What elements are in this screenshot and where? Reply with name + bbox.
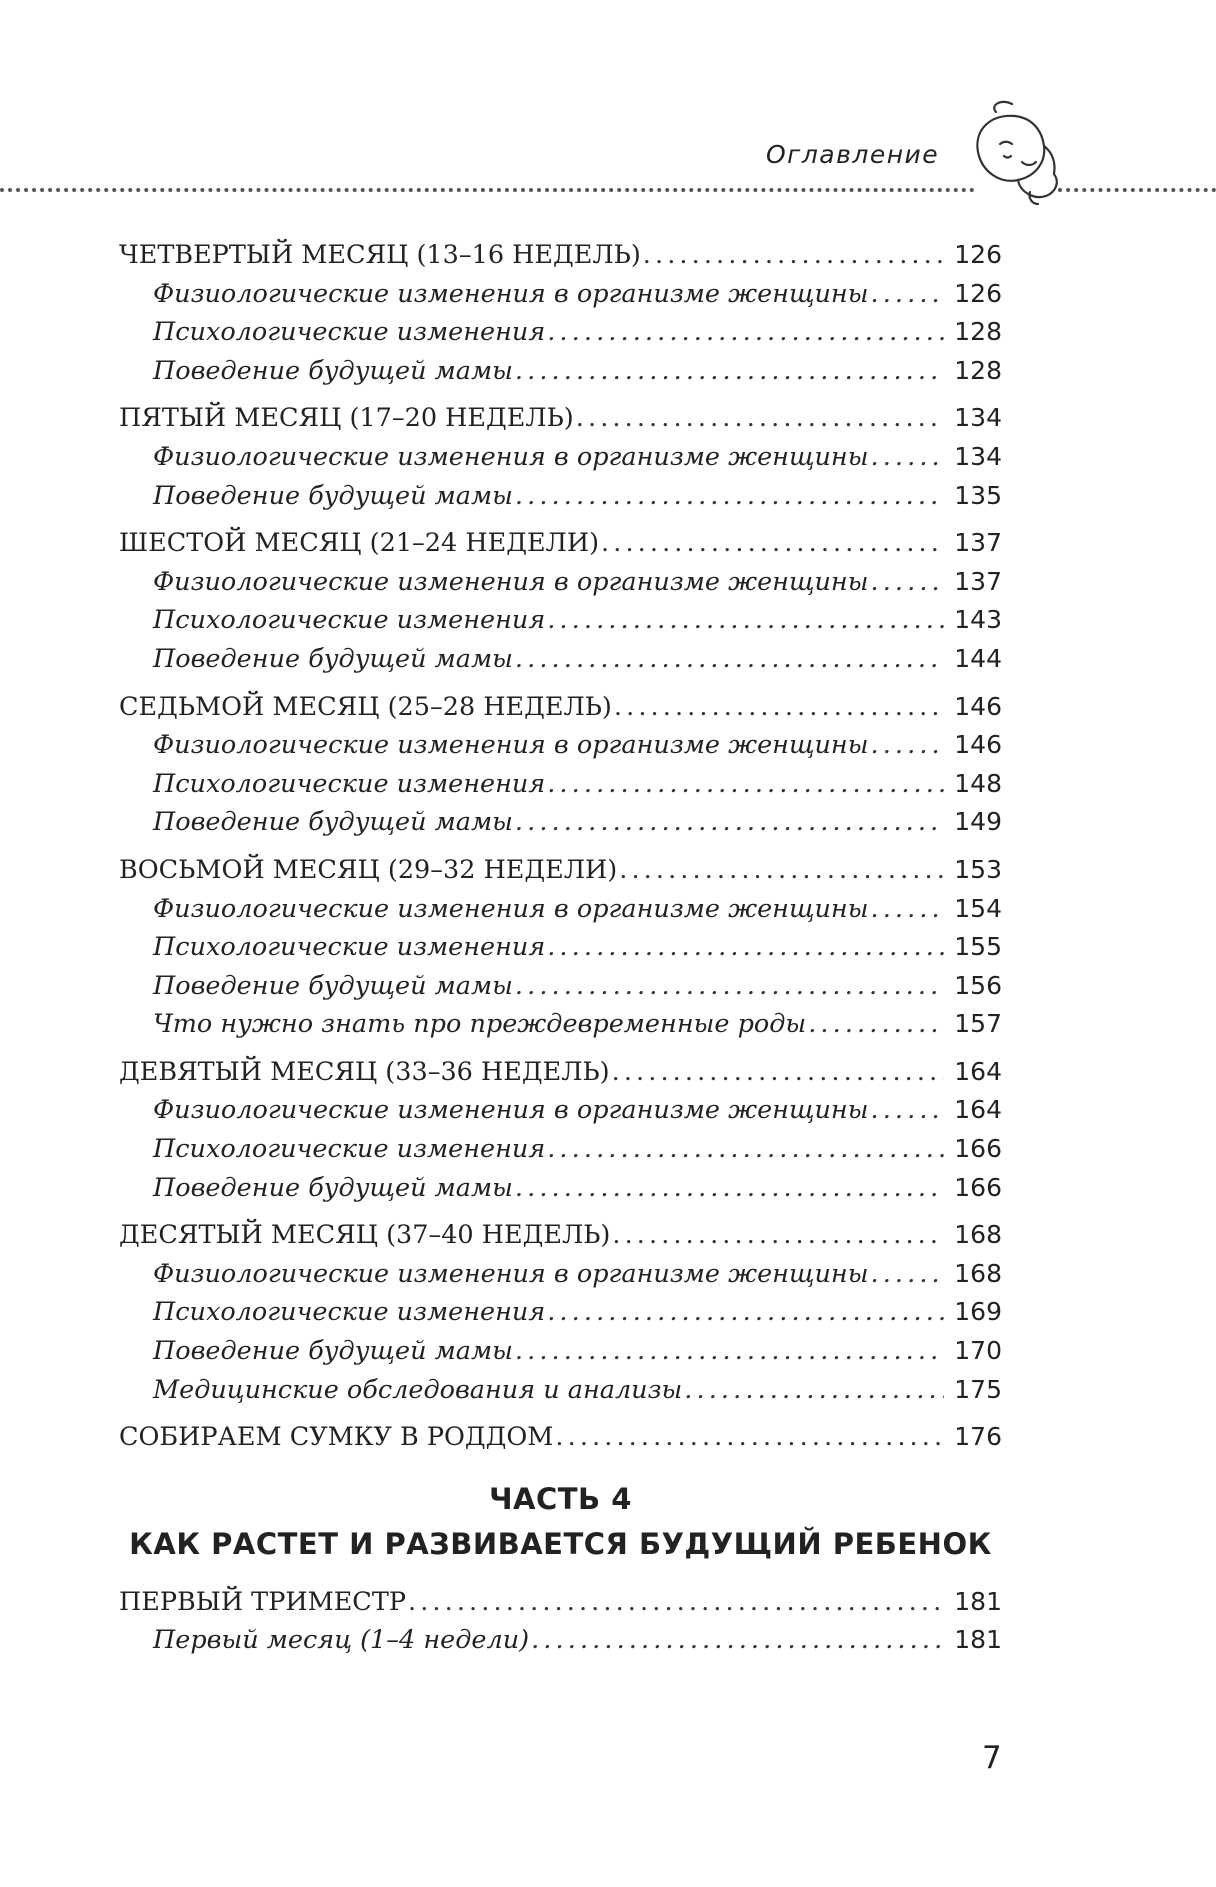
toc-entry-page: 156	[954, 970, 1002, 1000]
toc-subentry	[119, 1130, 1002, 1169]
toc-entry-page: 169	[954, 1297, 1002, 1327]
toc-entry-page: 148	[954, 768, 1002, 798]
toc-entry-page: 153	[954, 854, 1002, 884]
toc-entry	[119, 236, 1002, 275]
dot-leader	[547, 1293, 944, 1332]
toc-subentry	[119, 765, 1002, 804]
part-title: КАК РАСТЕТ И РАЗВИВАЕТСЯ БУДУЩИЙ РЕБЕНОК	[129, 1526, 992, 1561]
dot-leader	[515, 1332, 944, 1371]
toc-subentry	[119, 1332, 1002, 1371]
toc-entry-page: 168	[954, 1258, 1002, 1288]
toc-entry-page: 137	[954, 528, 1002, 558]
toc-entry	[119, 851, 1002, 890]
dot-leader	[408, 1583, 944, 1622]
header-title: Оглавление	[766, 140, 940, 169]
toc-entry-title: СОБИРАЕМ СУМКУ В РОДДОМ	[119, 1422, 554, 1453]
toc-entry-page: 134	[954, 441, 1002, 471]
toc-subentry	[119, 1371, 1002, 1410]
toc-section	[119, 851, 1002, 1044]
toc-entry	[119, 1053, 1002, 1092]
toc-entry-title: ПЕРВЫЙ ТРИМЕСТР	[119, 1586, 406, 1617]
toc-top-sections	[119, 236, 1002, 1457]
dot-leader	[547, 313, 944, 352]
dot-leader	[531, 1621, 944, 1660]
toc-subentry	[119, 313, 1002, 352]
toc-subentry	[119, 275, 1002, 314]
toc-entry-page: 166	[954, 1172, 1002, 1202]
toc-entry-page: 176	[954, 1422, 1002, 1452]
toc-section	[119, 1053, 1002, 1207]
header-dotted-rule-left	[0, 188, 975, 192]
dot-leader	[555, 1418, 944, 1457]
toc-section	[119, 1216, 1002, 1409]
toc-entry-page: 168	[954, 1220, 1002, 1250]
toc-entry-page: 146	[954, 691, 1002, 721]
toc-entry-title: ПЯТЫЙ МЕСЯЦ (17–20 НЕДЕЛЬ)	[119, 403, 574, 434]
dot-leader	[515, 1169, 944, 1208]
toc-entry	[119, 1418, 1002, 1457]
dot-leader	[515, 803, 944, 842]
toc-subentry	[119, 726, 1002, 765]
dot-leader	[547, 928, 944, 967]
toc-entry-title: Физиологические изменения в организме женщины	[153, 441, 869, 472]
dot-leader	[643, 236, 944, 275]
toc-subentry	[119, 1091, 1002, 1130]
toc-entry-page: 155	[954, 932, 1002, 962]
dot-leader	[870, 726, 944, 765]
toc-subentry	[119, 1621, 1002, 1660]
toc-entry-page: 128	[954, 355, 1002, 385]
toc-subentry	[119, 1293, 1002, 1332]
toc-entry-page: 149	[954, 807, 1002, 837]
toc-entry-title: Физиологические изменения в организме женщины	[153, 730, 869, 761]
toc-entry-page: 181	[954, 1625, 1002, 1655]
toc-bottom-sections	[119, 1583, 1002, 1660]
dot-leader	[576, 399, 944, 438]
toc-entry-title: Психологические изменения	[153, 768, 546, 799]
toc-section	[119, 524, 1002, 678]
dot-leader	[870, 1091, 944, 1130]
dot-leader	[612, 1053, 944, 1092]
toc-entry-title: Психологические изменения	[153, 317, 546, 348]
toc-entry-page: 143	[954, 605, 1002, 635]
page-number: 7	[982, 1740, 1002, 1776]
toc-entry-title: Поведение будущей мамы	[153, 480, 513, 511]
toc-entry-title: Физиологические изменения в организме женщины	[153, 893, 869, 924]
toc-subentry	[119, 477, 1002, 516]
toc-section	[119, 399, 1002, 515]
dot-leader	[515, 352, 944, 391]
toc-entry-title: ШЕСТОЙ МЕСЯЦ (21–24 НЕДЕЛИ)	[119, 528, 600, 559]
toc-subentry	[119, 563, 1002, 602]
toc-entry-page: 154	[954, 893, 1002, 923]
toc-entry-page: 135	[954, 480, 1002, 510]
dot-leader	[870, 438, 944, 477]
toc-subentry	[119, 601, 1002, 640]
toc-section	[119, 1418, 1002, 1457]
toc-subentry	[119, 352, 1002, 391]
fetus-icon	[960, 92, 1070, 212]
toc-entry-title: Первый месяц (1–4 недели)	[153, 1625, 530, 1656]
toc-entry-page: 157	[954, 1009, 1002, 1039]
toc-entry-title: ВОСЬМОЙ МЕСЯЦ (29–32 НЕДЕЛИ)	[119, 854, 618, 885]
dot-leader	[601, 524, 944, 563]
dot-leader	[515, 477, 944, 516]
toc-entry-title: СЕДЬМОЙ МЕСЯЦ (25–28 НЕДЕЛЬ)	[119, 691, 612, 722]
toc-entry-page: 166	[954, 1134, 1002, 1164]
toc-entry-page: 164	[954, 1095, 1002, 1125]
toc-entry	[119, 524, 1002, 563]
toc-subentry	[119, 967, 1002, 1006]
toc-entry-page: 126	[954, 278, 1002, 308]
part-label: ЧАСТЬ 4	[489, 1481, 632, 1516]
dot-leader	[684, 1371, 944, 1410]
header-dotted-rule-right	[1058, 188, 1216, 192]
toc-entry-title: Что нужно знать про преждевременные роды	[153, 1009, 807, 1040]
dot-leader	[619, 851, 944, 890]
dot-leader	[612, 1216, 944, 1255]
toc-entry-title: Поведение будущей мамы	[153, 970, 513, 1001]
toc-entry-page: 181	[954, 1586, 1002, 1616]
toc-entry-page: 170	[954, 1336, 1002, 1366]
toc-entry-page: 134	[954, 403, 1002, 433]
dot-leader	[614, 688, 944, 727]
toc-entry-title: Поведение будущей мамы	[153, 1172, 513, 1203]
toc-entry-title: Физиологические изменения в организме женщины	[153, 1258, 869, 1289]
part-heading	[119, 1477, 1002, 1567]
toc-entry-title: Физиологические изменения в организме женщины	[153, 278, 869, 309]
toc-entry	[119, 1216, 1002, 1255]
toc-entry-title: Поведение будущей мамы	[153, 355, 513, 386]
dot-leader	[547, 601, 944, 640]
dot-leader	[870, 275, 944, 314]
toc-entry-title: Физиологические изменения в организме женщины	[153, 566, 869, 597]
toc-subentry	[119, 1005, 1002, 1044]
toc-entry-title: Психологические изменения	[153, 605, 546, 636]
toc-entry-page: 126	[954, 240, 1002, 269]
toc-subentry	[119, 640, 1002, 679]
toc-subentry	[119, 1169, 1002, 1208]
toc-entry	[119, 1583, 1002, 1622]
dot-leader	[808, 1005, 944, 1044]
toc-entry-page: 128	[954, 317, 1002, 347]
toc-entry-page: 146	[954, 730, 1002, 760]
table-of-contents	[119, 236, 1002, 1669]
toc-entry-title: ДЕВЯТЫЙ МЕСЯЦ (33–36 НЕДЕЛЬ)	[119, 1056, 610, 1087]
toc-section	[119, 236, 1002, 390]
dot-leader	[870, 1255, 944, 1294]
dot-leader	[515, 640, 944, 679]
toc-entry	[119, 399, 1002, 438]
toc-entry-title: Психологические изменения	[153, 1134, 546, 1165]
dot-leader	[547, 765, 944, 804]
toc-entry-title: Поведение будущей мамы	[153, 643, 513, 674]
toc-entry-page: 137	[954, 566, 1002, 596]
toc-entry	[119, 688, 1002, 727]
dot-leader	[870, 890, 944, 929]
toc-subentry	[119, 1255, 1002, 1294]
toc-entry-title: Психологические изменения	[153, 932, 546, 963]
dot-leader	[515, 967, 944, 1006]
toc-entry-title: Поведение будущей мамы	[153, 1336, 513, 1367]
toc-entry-page: 164	[954, 1056, 1002, 1086]
dot-leader	[547, 1130, 944, 1169]
toc-entry-title: Медицинские обследования и анализы	[153, 1374, 683, 1405]
toc-entry-title: Физиологические изменения в организме женщины	[153, 1095, 869, 1126]
toc-entry-title: ДЕСЯТЫЙ МЕСЯЦ (37–40 НЕДЕЛЬ)	[119, 1220, 611, 1251]
toc-entry-title: Психологические изменения	[153, 1297, 546, 1328]
toc-subentry	[119, 438, 1002, 477]
toc-subentry	[119, 928, 1002, 967]
toc-section	[119, 1583, 1002, 1660]
toc-entry-page: 175	[954, 1374, 1002, 1404]
toc-entry-title: Поведение будущей мамы	[153, 807, 513, 838]
toc-section	[119, 688, 1002, 842]
dot-leader	[870, 563, 944, 602]
toc-entry-title: ЧЕТВЕРТЫЙ МЕСЯЦ (13–16 НЕДЕЛЬ)	[119, 240, 641, 270]
toc-subentry	[119, 890, 1002, 929]
toc-subentry	[119, 803, 1002, 842]
toc-entry-page: 144	[954, 643, 1002, 673]
